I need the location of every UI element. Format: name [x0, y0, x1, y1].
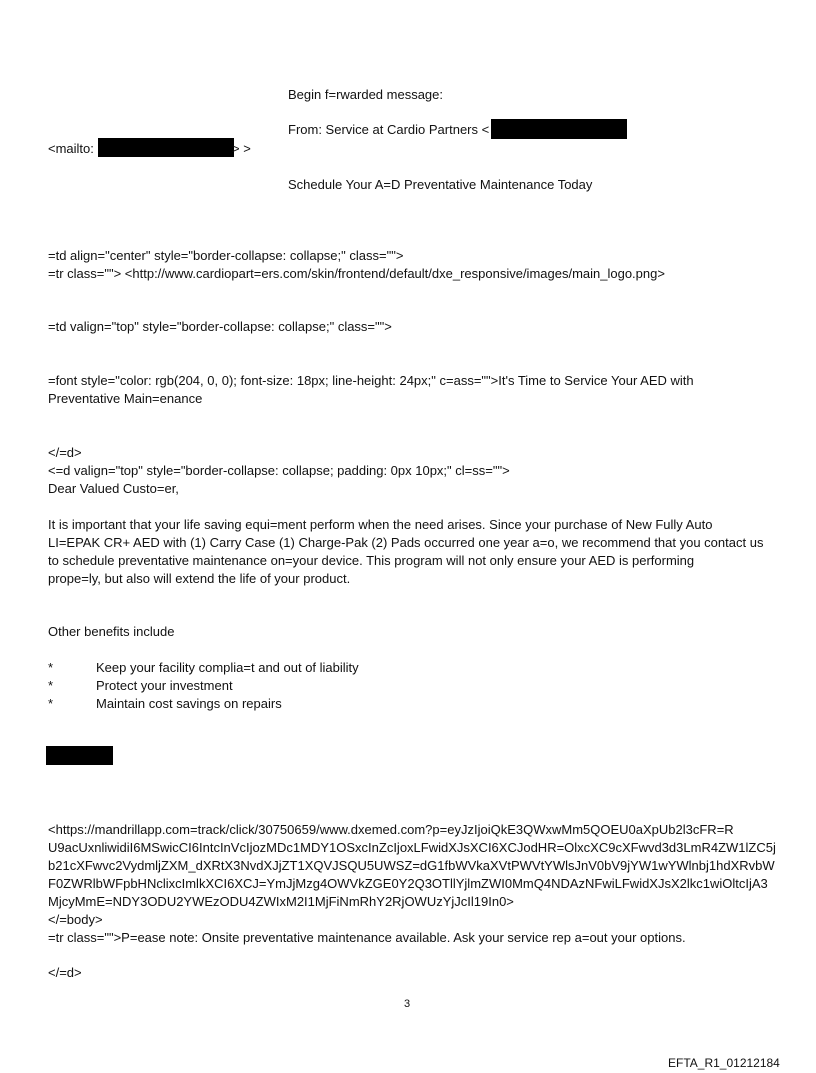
tracking-url-line: MjcyMmE=NDY3ODU2YWEzODU4ZWIxM2I1MjFiNmRhY2RjOWUzYjJcIl19In0>: [48, 894, 514, 909]
tracking-url-line: <https://mandrillapp.com=track/click/30750659/www.dxemed.com?p=eyJzIjoiQkE3QWxwMm5QOEU0aXpUb2l3cFR=R: [48, 822, 734, 837]
benefit-text: Maintain cost savings on repairs: [96, 696, 282, 711]
paragraph-line: to schedule preventative maintenance on=your device. This program will not only ensure your AED is performing: [48, 553, 695, 568]
paragraph-line: It is important that your life saving equi=ment perform when the need arises. Since your purchase of New Fully Auto: [48, 517, 713, 532]
benefits-intro: Other benefits include: [48, 624, 175, 639]
subject-line: Schedule Your A=D Preventative Maintenance Today: [288, 177, 593, 192]
font-style-line-continued: Preventative Main=enance: [48, 391, 203, 406]
document-id: EFTA_R1_01212184: [668, 1056, 780, 1070]
begin-forwarded-line: Begin f=rwarded message:: [288, 87, 444, 102]
tracking-url-line: U9acUxnliwidiI6MSwicCI6IntcInVcIjozMDc1MDY1OSxcInZcIjoxLFwidXJsXCI6XCJodHR=OlxcXC9cXFwvd3d3LmR4ZW1lZC5j: [48, 840, 776, 855]
tr-logo-line: =tr class=""> <http://www.cardiopart=ers.com/skin/frontend/default/dxe_responsive/images/main_logo.png>: [48, 266, 665, 281]
benefit-text: Keep your facility complia=t and out of liability: [96, 660, 359, 675]
redaction-box-sender-email: [491, 119, 627, 139]
service-note-line: =tr class="">P=ease note: Onsite preventative maintenance available. Ask your service rep a=out your options.: [48, 930, 686, 945]
redaction-box-mailto: [98, 138, 234, 157]
greeting-line: Dear Valued Custo=er,: [48, 481, 179, 496]
paragraph-line: prope=ly, but also will extend the life of your product.: [48, 571, 351, 586]
td-center-line: =td align="center" style="border-collapse: collapse;" class="">: [48, 248, 404, 263]
mailto-suffix: > >: [232, 141, 251, 156]
tracking-url-line: F0ZWRlbWFpbHNclixcImlkXCI6XCJ=YmJjMzg4OWVkZGE0Y2Q3OTllYjlmZWI0MmQ4NDAzNFwiLFwidXJsX2lkc1wiOltcIjA3: [48, 876, 768, 891]
tracking-url-line: b21cXFwvc2VydmljZXM_dXRtX3NvdXJjZT1XQVJSQU5UWSZ=dG1fbWVkaXVtPWVtYWlsJnV0bV9jYW1wYWlnbj1hdXRvbW: [48, 858, 775, 873]
close-d-tag-final: </=d>: [48, 965, 82, 980]
td-top-line: =td valign="top" style="border-collapse: collapse;" class="">: [48, 319, 392, 334]
page-number: 3: [404, 998, 411, 1010]
close-body-tag: </=body>: [48, 912, 103, 927]
redaction-box-signature: [46, 746, 113, 765]
open-d-tag: <=d valign="top" style="border-collapse: collapse; padding: 0px 10px;" cl=ss="">: [48, 463, 510, 478]
font-style-line: =font style="color: rgb(204, 0, 0); font-size: 18px; line-height: 24px;" c=ass="">It's Time to Service Your AED with: [48, 373, 694, 388]
bullet-marker: *: [48, 678, 54, 693]
close-d-tag: </=d>: [48, 445, 82, 460]
mailto-prefix: <mailto:: [48, 141, 94, 156]
paragraph-line: LI=EPAK CR+ AED with (1) Carry Case (1) Charge-Pak (2) Pads occurred one year a=o, we recommend that you contact us: [48, 535, 764, 550]
bullet-marker: *: [48, 696, 54, 711]
from-line: From: Service at Cardio Partners <: [288, 122, 490, 137]
benefit-text: Protect your investment: [96, 678, 233, 693]
bullet-marker: *: [48, 660, 54, 675]
